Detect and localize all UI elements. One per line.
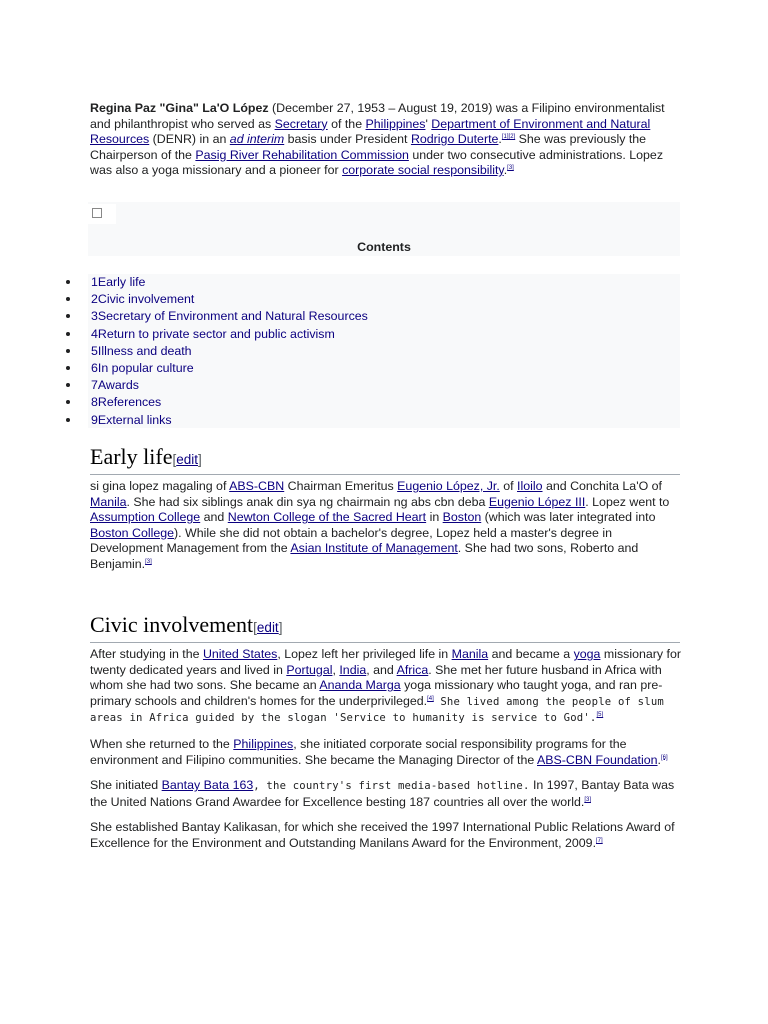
civic-paragraph-4: She established Bantay Kalikasan, for which she received the 1997 International Public Relations Award of Excellence for the Environment and Outstanding Manilans Award for the Environment, 2009.[7] bbox=[90, 820, 675, 850]
civic-section bbox=[90, 647, 682, 852]
link-pasig-river-commission[interactable]: Pasig River Rehabilitation Commission bbox=[195, 147, 409, 162]
link-eugenio-lopez-iii[interactable]: Eugenio López III bbox=[488, 494, 586, 509]
toc-item-external-links[interactable]: 9External links bbox=[60, 413, 680, 430]
edit-section-early-life: [edit] bbox=[172, 452, 202, 467]
link-iloilo[interactable]: Iloilo bbox=[517, 479, 543, 493]
link-boston-college[interactable]: Boston College bbox=[90, 525, 175, 540]
link-aim[interactable]: Asian Institute of Management bbox=[290, 541, 458, 556]
link-boston[interactable]: Boston bbox=[442, 510, 482, 525]
link-assumption-college[interactable]: Assumption College bbox=[90, 510, 201, 525]
link-portugal[interactable]: Portugal bbox=[286, 662, 333, 677]
edit-section-civic: [edit] bbox=[253, 620, 283, 635]
heading-civic-involvement: Civic involvement[edit] bbox=[90, 612, 680, 643]
link-bantay-bata-163[interactable]: Bantay Bata 163 bbox=[161, 778, 254, 793]
link-africa[interactable]: Africa bbox=[396, 662, 429, 677]
link-india[interactable]: India bbox=[339, 662, 367, 677]
early-life-paragraph: si gina lopez magaling of ABS-CBN Chairman Emeritus Eugenio López, Jr. of Iloilo and Conchita La'O of Manila. She had six siblings anak din sya ng chairmain ng abs cbn deba Eugenio López III. Lopez went to Assumption College and Newton College of the Sacred Heart in Boston (which was later integrated into Boston College). While she did not obtain a bachelor's degree, Lopez held a master's degree in Development Management from the Asian Institute of Management. She had two sons, Roberto and Benjamin.[3] bbox=[90, 479, 670, 571]
link-secretary[interactable]: Secretary bbox=[274, 116, 328, 131]
link-abs-cbn[interactable]: ABS-CBN bbox=[229, 479, 285, 493]
toc-item-secretary[interactable]: 3Secretary of Environment and Natural Resources bbox=[60, 309, 680, 326]
link-newton-college[interactable]: Newton College of the Sacred Heart bbox=[227, 510, 427, 525]
link-abs-cbn-foundation[interactable]: ABS-CBN Foundation bbox=[537, 752, 658, 767]
toc-item-references[interactable]: 8References bbox=[60, 395, 680, 412]
civic-paragraph-2: When she returned to the Philippines, she initiated corporate social responsibility programs for the environment and Filipino communities. She became the Managing Director of the ABS-CBN Foundation.[6] bbox=[90, 736, 668, 767]
ref-4[interactable]: [4] bbox=[427, 695, 434, 702]
toc-item-popular-culture[interactable]: 6In popular culture bbox=[60, 361, 680, 378]
toc-item-civic-involvement[interactable]: 2Civic involvement bbox=[60, 292, 680, 309]
link-manila[interactable]: Manila bbox=[90, 494, 127, 509]
link-denr[interactable]: Department of Environment and Natural Resources bbox=[90, 116, 651, 147]
toc-item-awards[interactable]: 7Awards bbox=[60, 378, 680, 395]
ref-1-2[interactable]: [1][2] bbox=[501, 134, 516, 141]
link-manila[interactable]: Manila bbox=[451, 647, 489, 661]
edit-link[interactable]: edit bbox=[176, 452, 199, 467]
civic-paragraph-1: After studying in the United States, Lopez left her privileged life in Manila and became a yoga missionary for twenty dedicated years and lived in Portugal, India, and Africa. She met her future husband in Africa with whom she had two sons. She became an Ananda Marga yoga missionary who taught yoga, and ran pre-primary schools and children's homes for the underprivileged.[4] She lived among the people of slum areas in Africa guided by the slogan 'Service to humanity is service to God'.[5] bbox=[90, 647, 681, 725]
link-ananda-marga[interactable]: Ananda Marga bbox=[319, 678, 401, 693]
link-rodrigo-duterte[interactable]: Rodrigo Duterte bbox=[410, 132, 499, 147]
toc-title: Contents bbox=[357, 240, 411, 254]
toc-toggle-checkbox[interactable] bbox=[88, 204, 116, 224]
heading-early-life: Early life[edit] bbox=[90, 444, 680, 475]
intro-paragraph: Regina Paz "Gina" La'O López (December 27, 1953 – August 19, 2019) was a Filipino environmentalist and philanthropist who served as Secretary of the Philippines' Department of Environment and Natural Resources (DENR) in an ad interim basis under President Rodrigo Duterte.[1][2] She was previously the Chairperson of the Pasig River Rehabilitation Commission under two consecutive administrations. Lopez was also a yoga missionary and a pioneer for corporate social responsibility.[3] bbox=[90, 101, 665, 178]
checkbox-icon bbox=[92, 208, 102, 218]
toc-item-illness[interactable]: 5Illness and death bbox=[60, 344, 680, 361]
edit-link[interactable]: edit bbox=[256, 620, 279, 635]
link-eugenio-lopez-jr[interactable]: Eugenio López, Jr. bbox=[397, 479, 500, 493]
link-philippines[interactable]: Philippines bbox=[365, 116, 426, 131]
ref-7[interactable]: [7] bbox=[596, 837, 603, 844]
civic-paragraph-3: She initiated Bantay Bata 163, the country's first media-based hotline. In 1997, Bantay Bata was the United Nations Grand Awardee for Excellence besting 187 countries all over the world.[3] bbox=[90, 778, 675, 809]
intro-section bbox=[90, 101, 682, 179]
link-ad-interim[interactable]: ad interim bbox=[229, 132, 285, 147]
link-csr[interactable]: corporate social responsibility bbox=[342, 163, 504, 178]
subject-name: Regina Paz "Gina" La'O López bbox=[90, 101, 269, 115]
ref-3[interactable]: [3] bbox=[584, 796, 591, 803]
toc-item-return[interactable]: 4Return to private sector and public activism bbox=[60, 327, 680, 344]
link-yoga[interactable]: yoga bbox=[573, 647, 601, 661]
toc-list bbox=[60, 275, 680, 430]
ref-3[interactable]: [3] bbox=[145, 558, 152, 565]
link-philippines[interactable]: Philippines bbox=[233, 736, 294, 751]
ref-5[interactable]: [5] bbox=[596, 712, 604, 719]
early-life-section bbox=[90, 479, 682, 573]
link-united-states[interactable]: United States bbox=[202, 647, 278, 661]
ref-3[interactable]: [3] bbox=[507, 165, 514, 172]
toc-item-early-life[interactable]: 1Early life bbox=[60, 275, 680, 292]
ref-6[interactable]: [6] bbox=[660, 754, 668, 761]
